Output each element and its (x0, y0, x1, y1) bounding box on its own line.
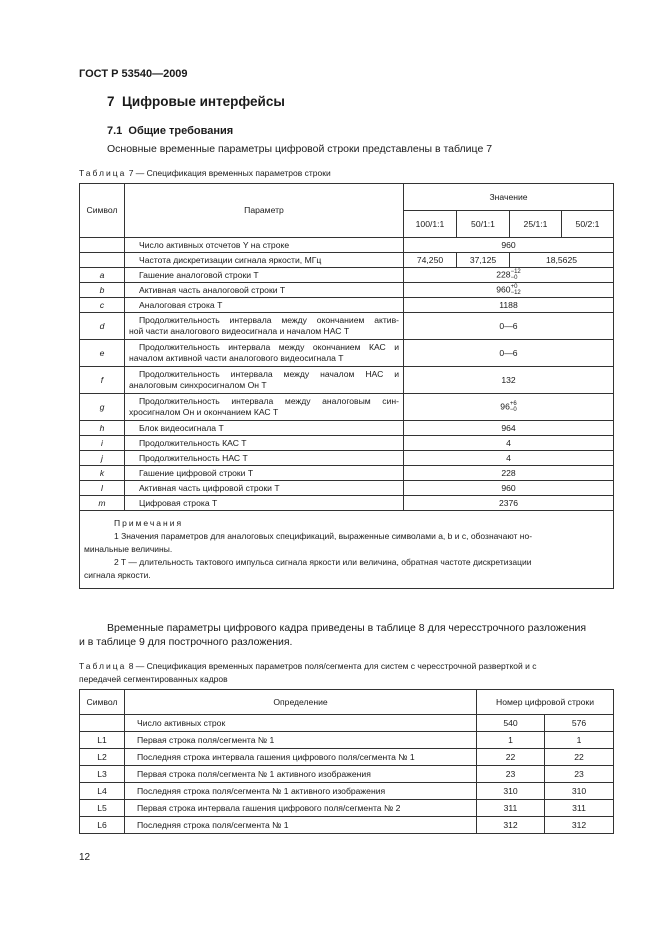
row-value: 4 (404, 436, 614, 451)
row-value: 74,250 (404, 253, 457, 268)
row-value: 960 +0 −12 (404, 283, 614, 298)
row-symbol: a (80, 268, 125, 283)
row-number-b: 310 (545, 783, 614, 800)
row-symbol (80, 715, 125, 732)
row-parameter: Продолжительность НАС T (125, 451, 404, 466)
row-number-a: 540 (477, 715, 545, 732)
row-symbol: l (80, 481, 125, 496)
row-parameter: Частота дискретизации сигнала яркости, МГц (125, 253, 404, 268)
row-number-a: 311 (477, 800, 545, 817)
row-value: 96 +6 −0 (404, 394, 614, 421)
row-value: 4 (404, 451, 614, 466)
row-number-b: 312 (545, 817, 614, 834)
table-row (80, 313, 614, 340)
row-parameter: Продолжительность интервала между аналоговым син- хросигналом Oн и окончанием КАС T (125, 394, 404, 421)
row-symbol: i (80, 436, 125, 451)
row-symbol: g (80, 394, 125, 421)
row-value: 18,5625 (510, 253, 614, 268)
row-value: 228 (404, 466, 614, 481)
table-row (80, 766, 614, 783)
sub-col: 50/1:1 (457, 211, 510, 238)
row-symbol (80, 253, 125, 268)
table-8 (79, 689, 614, 834)
row-symbol: m (80, 496, 125, 511)
row-definition: Последняя строка интервала гашения цифрового поля/сегмента № 1 (125, 749, 477, 766)
row-symbol: j (80, 451, 125, 466)
row-symbol (80, 238, 125, 253)
row-parameter: Число активных отсчетов Y на строке (125, 238, 404, 253)
table-row (80, 394, 614, 421)
row-number-b: 22 (545, 749, 614, 766)
paragraph-2-cont: и в таблице 9 для построчного разложения. (79, 636, 293, 648)
row-number-a: 310 (477, 783, 545, 800)
table-row (80, 253, 614, 268)
row-number-a: 312 (477, 817, 545, 834)
row-value: 960 (404, 481, 614, 496)
row-parameter: Активная часть цифровой строки T (125, 481, 404, 496)
row-parameter: Гашение цифровой строки T (125, 466, 404, 481)
row-value: 2376 (404, 496, 614, 511)
row-parameter: Продолжительность интервала между окончанием КАС и началом активной части аналогового видеосигнала T (125, 340, 404, 367)
table-row (80, 749, 614, 766)
table-row (80, 436, 614, 451)
row-number-a: 1 (477, 732, 545, 749)
row-value: 964 (404, 421, 614, 436)
row-symbol: e (80, 340, 125, 367)
row-symbol: L5 (80, 800, 125, 817)
table-row (80, 421, 614, 436)
sub-col: 50/2:1 (562, 211, 614, 238)
table8-caption: Таблица 8 — Спецификация временных параметров поля/сегмента для систем с чересстрочной разверткой и с передачей сегментированных кадров (79, 661, 537, 684)
intro-paragraph: Основные временные параметры цифровой строки представлены в таблице 7 (107, 143, 493, 155)
row-definition: Последняя строка поля/сегмента № 1 активного изображения (125, 783, 477, 800)
table-row (80, 715, 614, 732)
row-symbol: h (80, 421, 125, 436)
row-symbol: k (80, 466, 125, 481)
col-parameter: Параметр (125, 184, 404, 238)
sub-col: 100/1:1 (404, 211, 457, 238)
row-value: 1188 (404, 298, 614, 313)
paragraph-2: Временные параметры цифрового кадра приведены в таблице 8 для чересстрочного разложения (107, 622, 587, 634)
table-7 (79, 183, 614, 589)
row-parameter: Продолжительность интервала между окончанием актив- ной части аналогового видеосигнала и началом НАС T (125, 313, 404, 340)
row-number-b: 1 (545, 732, 614, 749)
row-value: 228 −12 −0 (404, 268, 614, 283)
row-definition: Первая строка интервала гашения цифрового поля/сегмента № 2 (125, 800, 477, 817)
row-symbol: d (80, 313, 125, 340)
row-value: 37,125 (457, 253, 510, 268)
row-value: 0—6 (404, 313, 614, 340)
table-row (80, 800, 614, 817)
table-row (80, 367, 614, 394)
table7-notes: Примечания 1 Значения параметров для аналоговых спецификаций, выраженные символами a, b и c, обозначают но- минальные величины. 2 T — длительность тактового импульса сигнала яркости или величина, обратная частоте дискретизации сигнала яркости. (80, 511, 614, 589)
row-value: 132 (404, 367, 614, 394)
row-symbol: L3 (80, 766, 125, 783)
row-parameter: Цифровая строка T (125, 496, 404, 511)
row-definition: Число активных строк (125, 715, 477, 732)
row-symbol: L6 (80, 817, 125, 834)
col-value: Значение (404, 184, 614, 211)
table7-caption: Таблица 7 — Спецификация временных параметров строки (79, 168, 331, 178)
row-definition: Первая строка поля/сегмента № 1 активного изображения (125, 766, 477, 783)
row-number-a: 23 (477, 766, 545, 783)
table-row (80, 238, 614, 253)
table-row (80, 268, 614, 283)
row-parameter: Активная часть аналоговой строки T (125, 283, 404, 298)
row-number-a: 22 (477, 749, 545, 766)
row-symbol: L1 (80, 732, 125, 749)
row-symbol: b (80, 283, 125, 298)
document-header: ГОСТ Р 53540—2009 (79, 68, 188, 80)
row-value: 960 (404, 238, 614, 253)
row-number-b: 576 (545, 715, 614, 732)
table-row (80, 496, 614, 511)
row-symbol: L2 (80, 749, 125, 766)
row-symbol: L4 (80, 783, 125, 800)
table-row (80, 481, 614, 496)
row-number-b: 23 (545, 766, 614, 783)
row-number-b: 311 (545, 800, 614, 817)
row-parameter: Блок видеосигнала T (125, 421, 404, 436)
col-symbol: Символ (80, 690, 125, 715)
table-row (80, 817, 614, 834)
table-row (80, 451, 614, 466)
row-parameter: Продолжительность интервала между началом НАС и аналоговым синхросигналом Oн T (125, 367, 404, 394)
col-line-number: Номер цифровой строки (477, 690, 614, 715)
row-symbol: f (80, 367, 125, 394)
row-value: 0—6 (404, 340, 614, 367)
row-parameter: Гашение аналоговой строки T (125, 268, 404, 283)
row-definition: Первая строка поля/сегмента № 1 (125, 732, 477, 749)
table-row (80, 783, 614, 800)
row-definition: Последняя строка поля/сегмента № 1 (125, 817, 477, 834)
row-symbol: c (80, 298, 125, 313)
subsection-heading: 7.1 Общие требования (107, 125, 234, 137)
table-row (80, 298, 614, 313)
row-parameter: Аналоговая строка T (125, 298, 404, 313)
col-symbol: Символ (80, 184, 125, 238)
table-row (80, 283, 614, 298)
sub-col: 25/1:1 (510, 211, 562, 238)
row-parameter: Продолжительность КАС T (125, 436, 404, 451)
table-row (80, 466, 614, 481)
page-number: 12 (79, 852, 91, 863)
section-heading: 7 Цифровые интерфейсы (107, 94, 285, 109)
col-definition: Определение (125, 690, 477, 715)
table-row (80, 340, 614, 367)
table-row (80, 732, 614, 749)
